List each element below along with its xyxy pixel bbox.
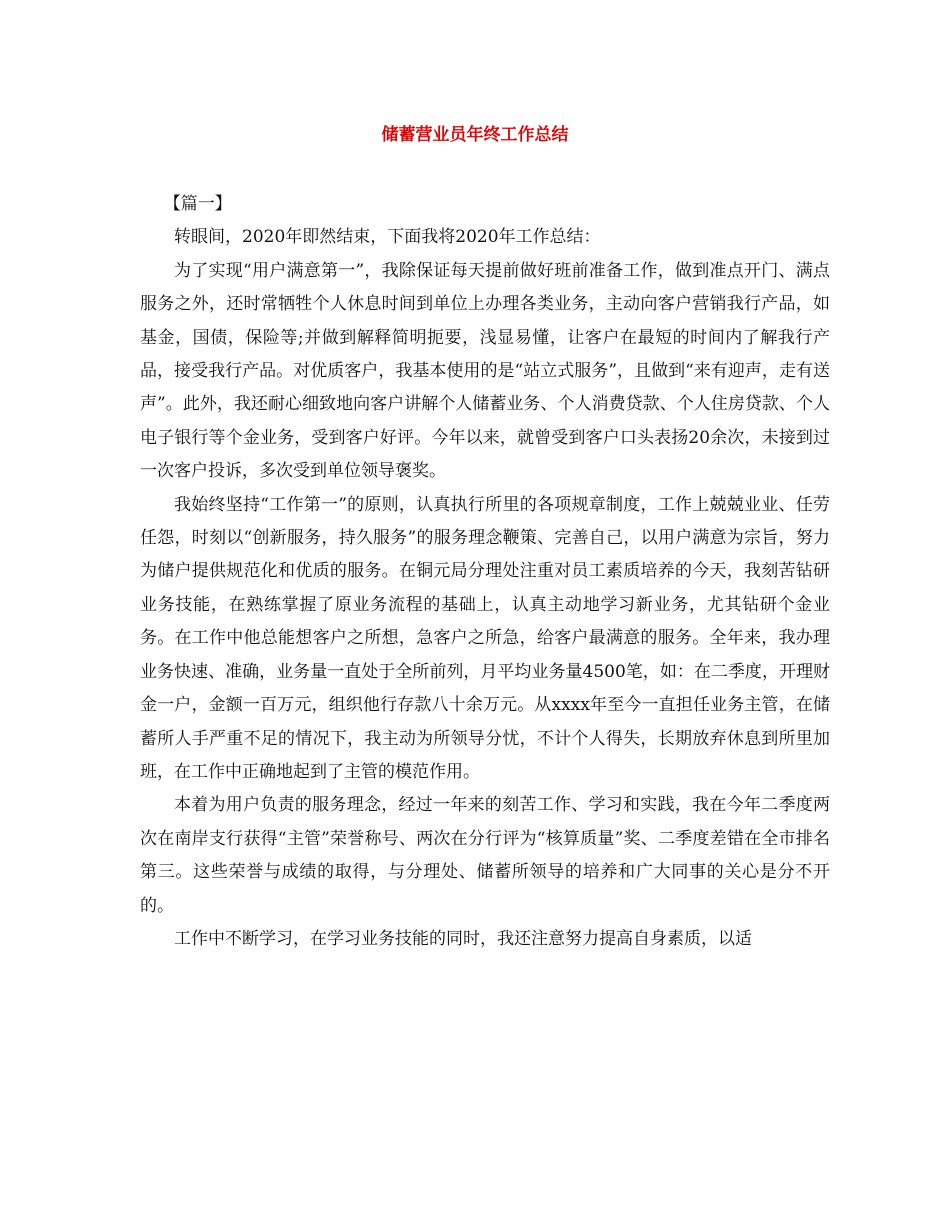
paragraph-5: 工作中不断学习，在学习业务技能的同时，我还注意努力提高自身素质，以适 xyxy=(174,928,752,949)
paragraph-3: 我始终坚持“工作第一”的原则，认真执行所里的各项规章制度，工作上兢兢业业、任劳任怨，时刻以“创新服务，持久服务”的服务理念鞭策、完善自己，以用户满意为宗旨，努力为储户提供规范化和优质的服务。在铜元局分理处注重对员工素质培养的今天，我刻苦钻研业务技能，在熟练掌握了原业务流程的基础上，认真主动地学习新业务，尤其钻研个金业务。在工作中他总能想客户之所想，急客户之所急，给客户最满意的服务。全年来，我办理业务快速、准确，业务量一直处于全所前列，月平均业务量4500笔，如：在二季度，开理财金一户，金额一百万元，组织他行存款八十余万元。从xxxx年至今一直担任业务主管，在储蓄所人手严重不足的情况下，我主动为所领导分忧，不计个人得失，长期放弃休息到所里加班，在工作中正确地起到了主管的模范作用。 xyxy=(140,494,830,782)
paragraph-4: 本着为用户负责的服务理念，经过一年来的刻苦工作、学习和实践，我在今年二季度两次在南岸支行获得“主管”荣誉称号、两次在分行评为“核算质量”奖、二季度差错在全市排名第三。这些荣誉与成绩的取得，与分理处、储蓄所领导的培养和广大同事的关心是分不开的。 xyxy=(140,795,830,916)
document-body xyxy=(140,188,830,956)
paragraph-1: 转眼间，2020年即然结束，下面我将2020年工作总结： xyxy=(174,227,601,248)
document-title: 储蓄营业员年终工作总结 xyxy=(381,125,569,145)
section-heading: 【篇一】 xyxy=(163,194,232,214)
paragraph-2: 为了实现“用户满意第一”，我除保证每天提前做好班前准备工作，做到准点开门、满点服务之外，还时常牺牲个人休息时间到单位上办理各类业务，主动向客户营销我行产品，如基金，国债，保险等;并做到解释简明扼要，浅显易懂，让客户在最短的时间内了解我行产品，接受我行产品。对优质客户，我基本使用的是“站立式服务”，且做到“来有迎声，走有送声”。此外，我还耐心细致地向客户讲解个人储蓄业务、个人消费贷款、个人住房贷款、个人电子银行等个金业务，受到客户好评。今年以来，就曾受到客户口头表扬20余次，未接到过一次客户投诉，多次受到单位领导褒奖。 xyxy=(140,260,830,482)
